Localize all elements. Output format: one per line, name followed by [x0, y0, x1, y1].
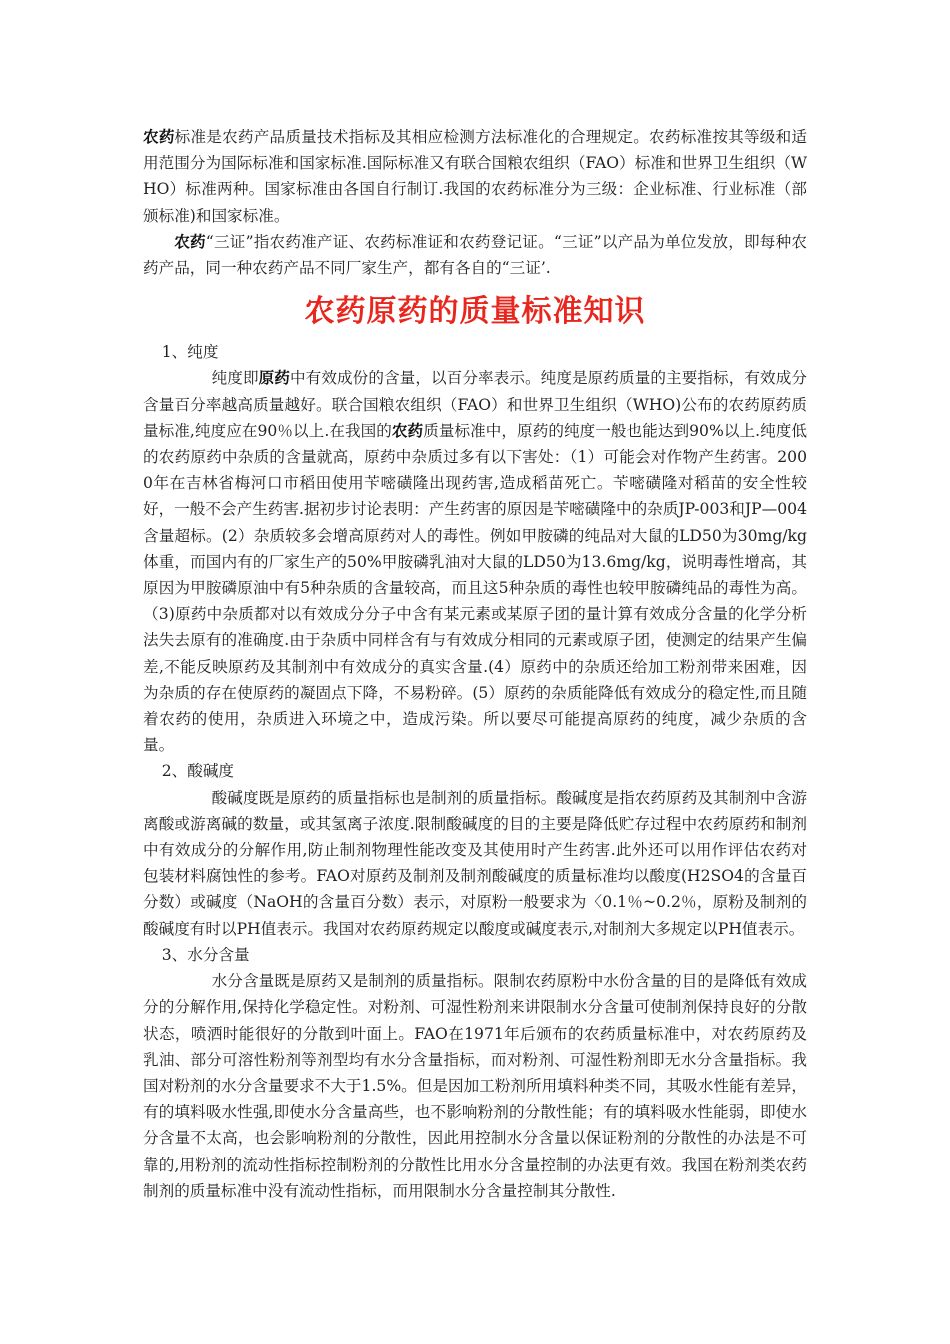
keyword-pesticide: 农药	[391, 420, 424, 440]
keyword-pesticide: 农药	[143, 127, 175, 146]
section-body-moisture: 水分含量既是原药又是制剂的质量指标。限制农药原粉中水份含量的目的是降低有效成分的分解作用,保持化学稳定性。对粉剂、可湿性粉剂来讲限制水分含量可使制剂保持良好的分散状态，喷洒时能很好的分散到叶面上。FAO在1971年后颁布的农药质量标准中，对农药原药及乳油、部分可溶性粉剂等剂型均有水分含量指标，而对粉剂、可湿性粉剂即无水分含量指标。我国对粉剂的水分含量要求不大于1.5%。但是因加工粉剂所用填料种类不同，其吸水性能有差异，有的填料吸水性强,即使水分含量高些，也不影响粉剂的分散性能；有的填料吸水性能弱，即使水分含量不太高，也会影响粉剂的分散性，因此用控制水分含量以保证粉剂的分散性的办法是不可靠的,用粉剂的流动性指标控制粉剂的分散性比用水分含量控制的办法更有效。我国在粉剂类农药制剂的质量标准中没有流动性指标，而用限制水分含量控制其分散性.	[143, 972, 807, 1200]
section-heading-purity: 1、纯度	[161, 343, 219, 362]
section-body-acidity: 酸碱度既是原药的质量指标也是制剂的质量指标。酸碱度是指农药原药及其制剂中含游离酸或游离碱的数量，或其氢离子浓度.限制酸碱度的目的主要是降低贮存过程中农药原药和制剂中有效成分的分解作用,防止制剂物理性能改变及其使用时产生药害.此外还可以用作评估农药对包装材料腐蚀性的参考。FAO对原药及制剂及制剂酸碱度的质量标准均以酸度(H2SO4的含量百分数）或碱度（NaOH的含量百分数）表示，对原粉一般要求为〈0.1％~0.2％，原粉及制剂的酸碱度有时以PH值表示。我国对农药原药规定以酸度或碱度表示,对制剂大多规定以PH值表示。	[143, 788, 807, 938]
keyword-pesticide: 农药	[174, 231, 206, 251]
section-heading-acidity: 2、酸碱度	[161, 762, 235, 781]
intro-paragraph-three-certificates	[143, 229, 807, 281]
keyword-technical-material: 原药	[258, 368, 290, 388]
intro-text-standards: 标准是农药产品质量技术指标及其相应检测方法标准化的合理规定。农药标准按其等级和适用范围分为国际标准和国家标准.国际标准又有联合国粮农组织（FAO）标准和世界卫生组织（WHO）标准两种。国家标准由各国自行制订.我国的农药标准分为三级：企业标准、行业标准（部颁标准)和国家标准。	[143, 128, 807, 225]
intro-paragraph-standards	[143, 124, 807, 229]
intro-text-three-certificates: “三证”指农药准产证、农药标准证和农药登记证。“三证”以产品为单位发放，即每种农药产品，同一种农药产品不同厂家生产，都有各自的“三证’.	[143, 232, 807, 278]
purity-text-1: 纯度即	[211, 369, 259, 388]
section-heading-moisture: 3、水分含量	[161, 945, 250, 964]
purity-text-2: 中有效成份的含量，以百分率表示。纯度是原药质量的主要指标，有效成分含量百分率越高质量越好。联合国粮农组织（FAO）和世界卫生组织（WHO)公布的农药原药质量标准,纯度应在90％以上.在我国的	[143, 369, 807, 440]
section-body-purity	[143, 365, 807, 758]
purity-text-3: 质量标准中，原药的纯度一般也能达到90%以上.纯度低的农药原药中杂质的含量就高，原药中杂质过多有以下害处：（1）可能会对作物产生药害。2000年在吉林省梅河口市稻田使用苄嘧磺隆出现药害,造成稻苗死亡。苄嘧磺隆对稻苗的安全性较好，一般不会产生药害.据初步讨论表明：产生药害的原因是苄嘧磺隆中的杂质JP-003和JP—004含量超标。(2）杂质较多会增高原药对人的毒性。例如甲胺磷的纯品对大鼠的LD50为30mg/kg体重，而国内有的厂家生产的50%甲胺磷乳油对大鼠的LD50为13.6mg/kg，说明毒性增高，其原因为甲胺磷原油中有5种杂质的含量较高，而且这5种杂质的毒性也较甲胺磷纯品的毒性为高。（3)原药中杂质都对以有效成分分子中含有某元素或某原子团的量计算有效成分含量的化学分析法失去原有的准确度.由于杂质中同样含有与有效成分相同的元素或原子团，使测定的结果产生偏差,不能反映原药及其制剂中有效成分的真实含量.(4）原药中的杂质还给加工粉剂带来困难，因为杂质的存在使原药的凝固点下降，不易粉碎。(5）原药的杂质能降低有效成分的稳定性,而且随着农药的使用，杂质进入环境之中，造成污染。所以要尽可能提高原药的纯度，减少杂质的含量。	[143, 421, 807, 755]
document-title: 农药原药的质量标准知识	[304, 294, 646, 330]
